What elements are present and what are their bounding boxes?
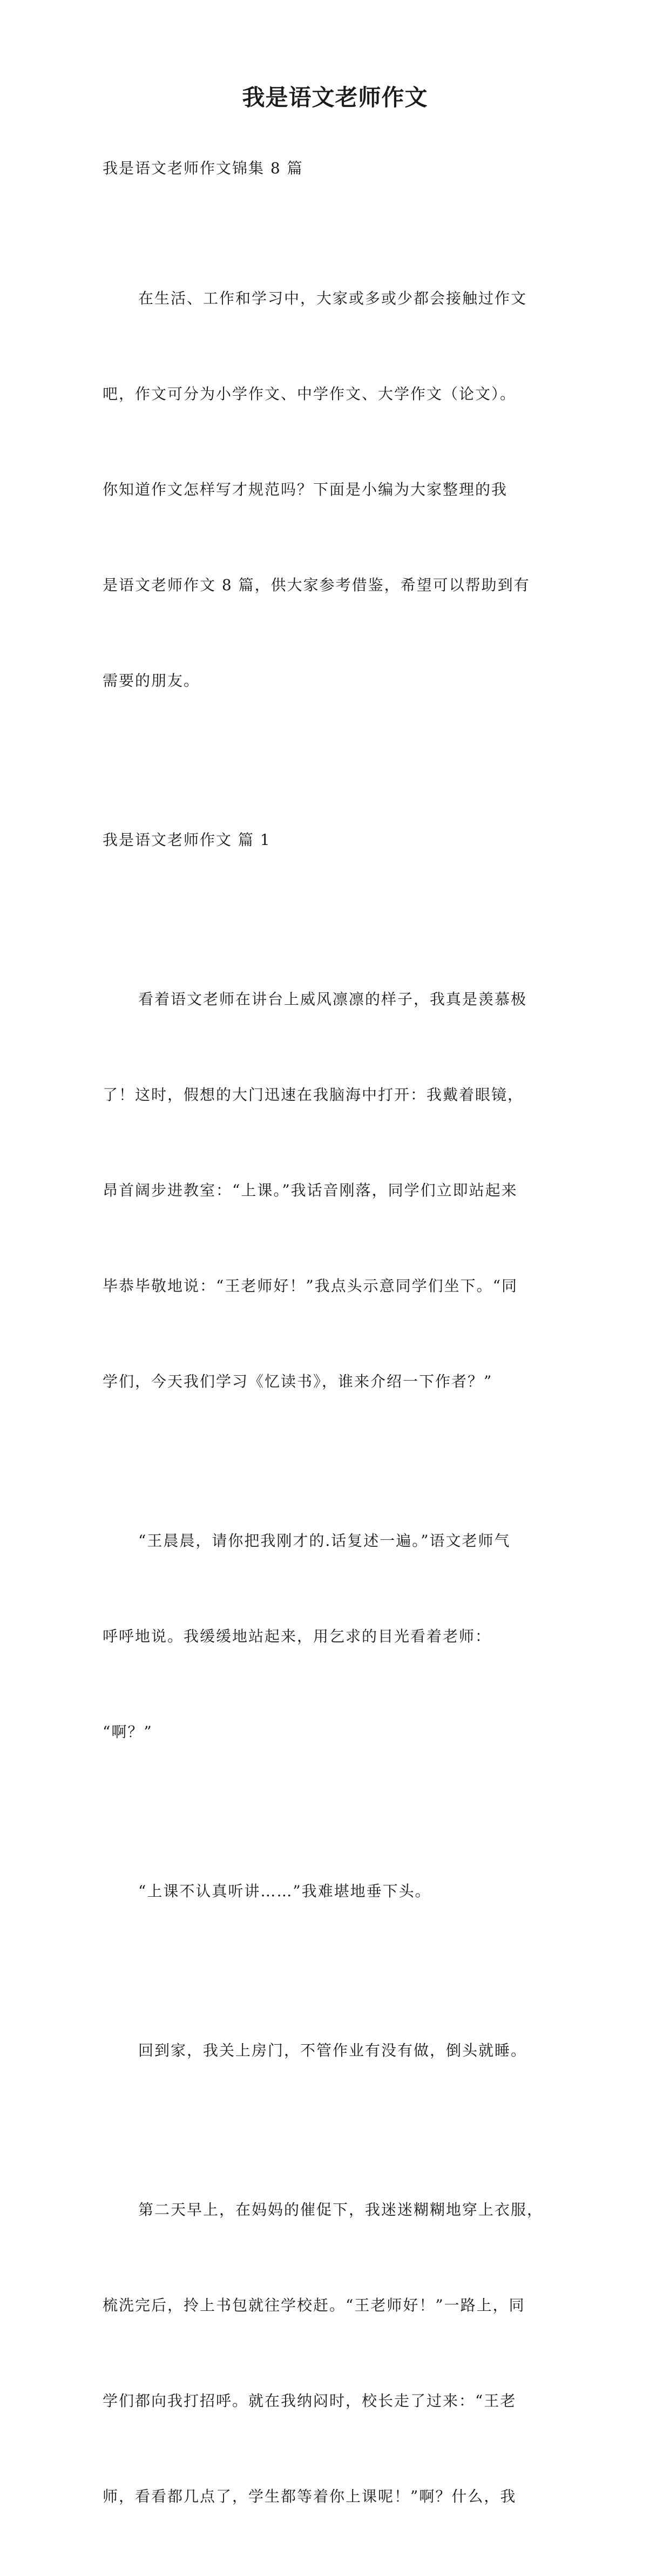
text-line: “上课不认真听讲……”我难堪地垂下头。 xyxy=(138,1882,431,1900)
text-line: 在生活、工作和学习中，大家或多或少都会接触过作文 xyxy=(138,289,527,307)
text-line: 昂首阔步进教室：“上课。”我话音刚落，同学们立即站起来 xyxy=(103,1181,518,1199)
text-line: 吧，作文可分为小学作文、中学作文、大学作文（论文）。 xyxy=(103,385,517,403)
text-line: 看着语文老师在讲台上威风凛凛的样子，我真是羡慕极 xyxy=(138,990,527,1008)
text-line: 学们都向我打招呼。就在我纳闷时，校长走了过来：“王老 xyxy=(103,2392,517,2410)
section-heading xyxy=(103,760,576,919)
document-title: 我是语文老师作文 xyxy=(242,84,428,111)
text-line: 需要的朋友。 xyxy=(103,672,200,689)
section-heading-text: 我是语文老师作文 篇 1 xyxy=(103,831,271,849)
text-line: 学们，今天我们学习《忆读书》，谁来介绍一下作者？” xyxy=(103,1372,493,1390)
text-line: 师，看看都几点了，学生都等着你上课呢！”啊？什么，我 xyxy=(103,2487,517,2505)
text-line: “王晨晨，请你把我刚才的.话复述一遍。”语文老师气 xyxy=(138,1532,511,1550)
text-line: 第二天早上，在妈妈的催促下，我迷迷糊糊地穿上衣服， xyxy=(138,2201,544,2219)
story-paragraph-2 xyxy=(103,1461,576,1811)
text-line: 是语文老师作文 8 篇，供大家参考借鉴，希望可以帮助到有 xyxy=(103,576,530,594)
document-body xyxy=(103,219,576,2576)
text-line: “啊？” xyxy=(103,1723,153,1741)
text-line: 了！这时，假想的大门迅速在我脑海中打开：我戴着眼镜， xyxy=(103,1086,524,1104)
story-paragraph-1 xyxy=(103,919,576,1461)
text-line: 回到家，我关上房门，不管作业有没有做，倒头就睡。 xyxy=(138,2041,527,2059)
text-line: 你知道作文怎样写才规范吗？下面是小编为大家整理的我 xyxy=(103,481,508,498)
document-subtitle: 我是语文老师作文锦集 8 篇 xyxy=(103,159,303,177)
story-paragraph-5 xyxy=(103,2130,576,2576)
story-paragraph-4 xyxy=(103,1971,576,2130)
intro-paragraph xyxy=(103,219,576,760)
text-line: 呼呼地说。我缓缓地站起来，用乞求的目光看着老师： xyxy=(103,1627,492,1645)
text-line: 梳洗完后，拎上书包就往学校赶。“王老师好！”一路上，同 xyxy=(103,2296,525,2314)
story-paragraph-3 xyxy=(103,1811,576,1971)
text-line: 毕恭毕敬地说：“王老师好！”我点头示意同学们坐下。“同 xyxy=(103,1277,518,1295)
